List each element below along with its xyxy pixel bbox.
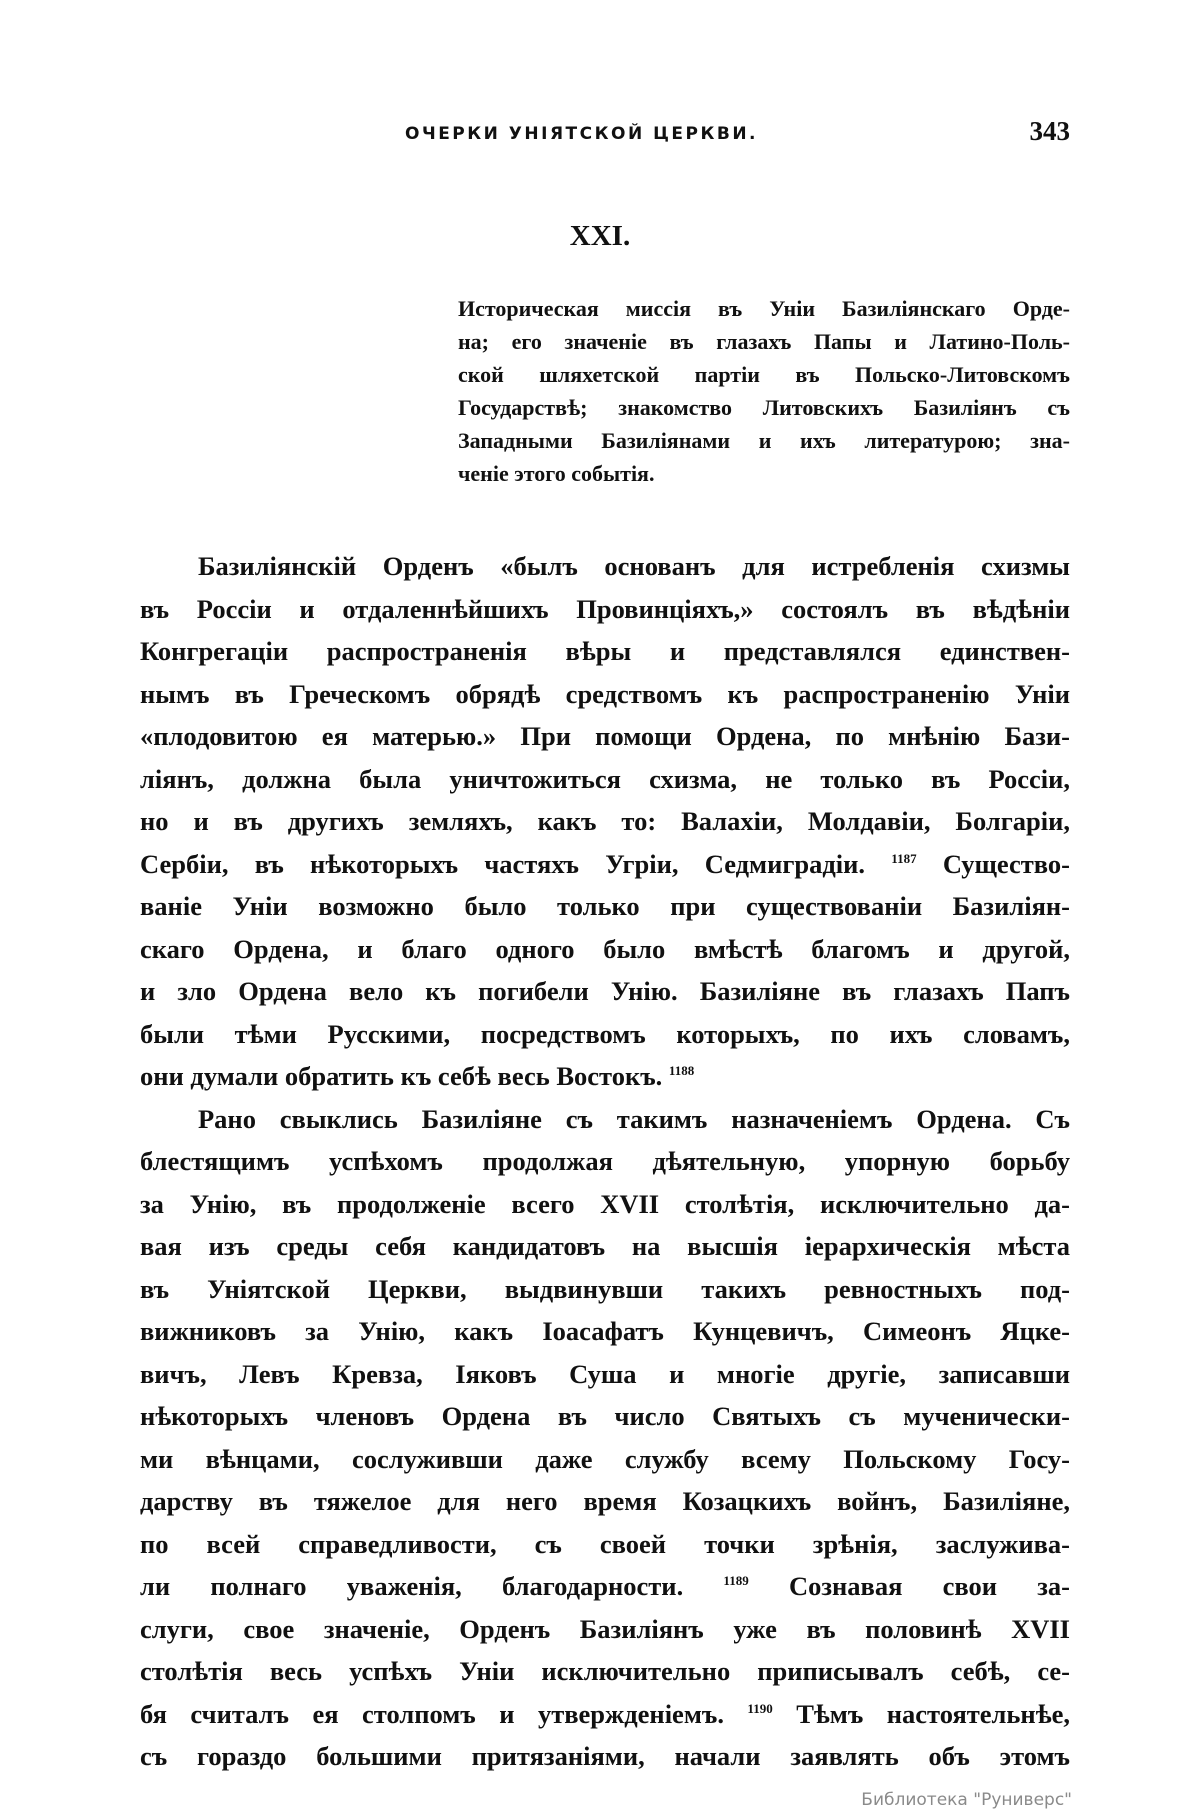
- body-line: вижниковъ за Унію, какъ Іоасафатъ Кунцевичъ, Симеонъ Яцке-: [140, 1316, 1070, 1346]
- body-line: блестящимъ успѣхомъ продолжая дѣятельную, упорную борьбу: [140, 1146, 1070, 1176]
- body-line-text: Существо-: [916, 848, 1070, 879]
- summary-line: ченіе этого событія.: [458, 461, 655, 486]
- body-line: въ Уніятской Церкви, выдвинувши такихъ ревностныхъ под-: [140, 1273, 1070, 1304]
- body-line: Базиліянскій Орденъ «былъ основанъ для истребленія схизмы: [198, 551, 1070, 581]
- body-line: скаго Ордена, и благо одного было вмѣстѣ благомъ и другой,: [140, 933, 1070, 964]
- page-number: 343: [1029, 116, 1070, 146]
- body-line-text: Тѣмъ настоятельнѣе,: [772, 1698, 1070, 1729]
- body-line: за Унію, въ продолженіе всего XVII столѣтія, исключительно да-: [140, 1188, 1070, 1219]
- body-line: были тѣми Русскими, посредствомъ которыхъ, по ихъ словамъ,: [140, 1018, 1070, 1049]
- body-line: по всей справедливости, съ своей точки зрѣнія, заслужива-: [140, 1528, 1070, 1559]
- body-line: ліянъ, должна была уничтожиться схизма, не только въ Россіи,: [140, 763, 1070, 794]
- body-line: въ Россіи и отдаленнѣйшихъ Провинціяхъ,» состоялъ въ вѣдѣніи: [140, 593, 1070, 624]
- chapter-summary: [458, 292, 1070, 490]
- body-line-text: они думали обратить къ себѣ весь Востокъ.: [140, 1061, 669, 1091]
- body-line-text: Сербіи, въ нѣкоторыхъ частяхъ Угріи, Седмиградіи.: [140, 848, 892, 879]
- footnote-ref: 1189: [723, 1573, 749, 1589]
- body-line: [140, 1693, 1070, 1736]
- body-line: нымъ въ Греческомъ обрядѣ средствомъ къ распространенію Уніи: [140, 678, 1070, 709]
- body-line: [140, 843, 1070, 886]
- body-line: Конгрегаціи распространенія вѣры и представлялся единствен-: [140, 636, 1070, 666]
- chapter-number: XXI.: [569, 220, 631, 252]
- body-line: [140, 1055, 1070, 1098]
- body-line: вичъ, Левъ Кревза, Іяковъ Суша и многіе другіе, записавши: [140, 1358, 1070, 1389]
- footnote-ref: 1188: [668, 1063, 695, 1079]
- body-line: слуги, свое значеніе, Орденъ Базиліянъ уже въ половинѣ XVII: [140, 1613, 1070, 1644]
- body-line: вая изъ среды себя кандидатовъ на высшія іерархическія мѣста: [140, 1231, 1070, 1261]
- body-line: нѣкоторыхъ членовъ Ордена въ число Святыхъ съ мученически-: [140, 1401, 1070, 1431]
- library-watermark: Библиотека "Руниверс": [861, 1790, 1072, 1810]
- summary-line: Государствѣ; знакомство Литовскихъ Базиліянъ съ: [458, 395, 1070, 420]
- body-line: ми вѣнцами, сослуживши даже службу всему Польскому Госу-: [140, 1443, 1070, 1474]
- footnote-ref: 1190: [747, 1700, 773, 1716]
- body-line: Рано свыклись Базиліяне съ такимъ назначеніемъ Ордена. Съ: [198, 1103, 1070, 1134]
- summary-line: Историческая миссія въ Уніи Базиліянскаго Орде-: [458, 296, 1070, 321]
- body-line-text: Сознавая свои за-: [748, 1571, 1070, 1601]
- summary-line: ской шляхетской партіи въ Польско-Литовскомъ: [458, 362, 1070, 387]
- body-line: съ гораздо большими притязаніями, начали заявлять объ этомъ: [140, 1741, 1070, 1771]
- footnote-ref: 1187: [891, 850, 917, 866]
- body-line: дарству въ тяжелое для него время Козацкихъ войнъ, Базиліяне,: [140, 1486, 1070, 1516]
- body-line: [140, 1565, 1070, 1608]
- body-line: «плодовитою ея матерью.» При помощи Ордена, по мнѣнію Бази-: [140, 721, 1070, 751]
- summary-line: Западными Базиліянами и ихъ литературою; зна-: [458, 428, 1070, 453]
- summary-line: на; его значеніе въ глазахъ Папы и Латино-Поль-: [458, 329, 1070, 354]
- body-line: ваніе Уніи возможно было только при существованіи Базиліян-: [140, 891, 1070, 921]
- body-line-text: бя считалъ ея столпомъ и утвержденіемъ.: [140, 1698, 748, 1729]
- body-line: и зло Ордена вело къ погибели Унію. Базиліяне въ глазахъ Папъ: [140, 976, 1070, 1006]
- body-line: столѣтія весь успѣхъ Уніи исключительно приписывалъ себѣ, се-: [140, 1656, 1070, 1686]
- running-header: [405, 116, 1070, 152]
- running-title: ОЧЕРКИ УНІЯТСКОЙ ЦЕРКВИ.: [405, 124, 759, 144]
- body-line-text: ли полнаго уваженія, благодарности.: [140, 1571, 724, 1601]
- body-line: но и въ другихъ земляхъ, какъ то: Валахіи, Молдавіи, Болгаріи,: [140, 806, 1070, 836]
- body-text: [140, 545, 1070, 1778]
